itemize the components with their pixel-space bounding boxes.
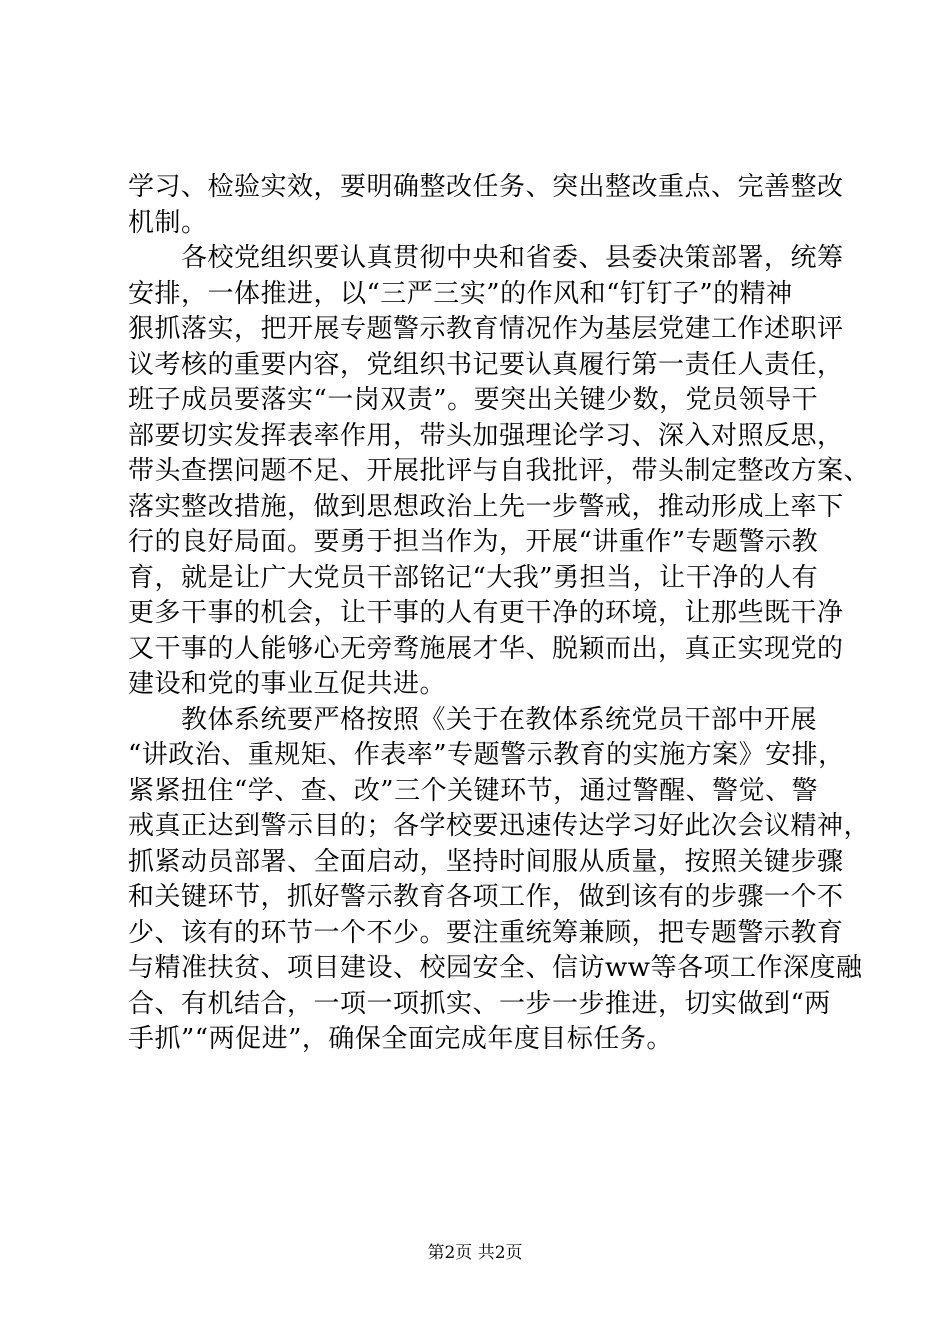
text-line: 育，就是让广大党员干部铭记“大我”勇担当，让干净的人有 [128, 562, 819, 593]
text-line: 各校党组织要认真贯彻中央和省委、县委决策部署，统筹 [128, 243, 844, 273]
text-line: 又干事的人能够心无旁骛施展才华、脱颖而出，真正实现党的 [128, 633, 844, 664]
text-line: 抓紧动员部署、全面启动，坚持时间服从质量，按照关键步骤 [128, 846, 844, 877]
text-line: 合、有机结合，一项一项抓实、一步一步推进，切实做到“两 [128, 988, 831, 1019]
paragraph-1 [128, 170, 844, 241]
paragraph-2 [128, 241, 871, 703]
text-line: 和关键环节，抓好警示教育各项工作，做到该有的步骤一个不 [128, 882, 844, 912]
page-footer [0, 1242, 950, 1264]
text-line: 学习、检验实效，要明确整改任务、突出整改重点、完善整改 [128, 172, 844, 202]
text-line: 机制。 [128, 207, 208, 238]
text-line: 教体系统要严格按照《关于在教体系统党员干部中开展 [128, 704, 818, 735]
text-line: 与精准扶贫、项目建设、校园安全、信访ww等各项工作深度融 [128, 953, 863, 983]
text-line: 手抓”“两促进”，确保全面完成年度目标任务。 [128, 1024, 673, 1054]
text-line: 戒真正达到警示目的；各学校要迅速传达学习好此次会议精神， [128, 811, 871, 841]
text-line: 更多干事的机会，让干事的人有更干净的环境，让那些既干净 [128, 598, 844, 628]
text-line: 带头查摆问题不足、开展批评与自我批评，带头制定整改方案、 [128, 456, 871, 486]
text-line: 建设和党的事业互促共进。 [128, 669, 447, 699]
text-line: “讲政治、重规矩、作表率”专题警示教育的实施方案》安排， [128, 740, 845, 770]
text-line: 落实整改措施，做到思想政治上先一步警戒，推动形成上率下 [128, 491, 844, 522]
text-line: 部要切实发挥表率作用，带头加强理论学习、深入对照反思， [128, 420, 844, 451]
document-body [128, 170, 871, 1058]
text-line: 安排，一体推进，以“三严三实”的作风和“钉钉子”的精神 [128, 278, 793, 309]
text-line: 紧紧扭住“学、查、改”三个关键环节，通过警醒、警觉、警 [128, 775, 819, 806]
text-line: 班子成员要落实“一岗双责”。要突出关键少数，党员领导干 [128, 385, 819, 415]
text-line: 狠抓落实，把开展专题警示教育情况作为基层党建工作述职评 [128, 314, 844, 344]
page-number: 第2页 共2页 [427, 1243, 523, 1263]
paragraph-3 [128, 703, 871, 1058]
text-line: 议考核的重要内容，党组织书记要认真履行第一责任人责任， [128, 349, 844, 380]
text-line: 行的良好局面。要勇于担当作为，开展“讲重作”专题警示教 [128, 527, 819, 557]
text-line: 少、该有的环节一个不少。要注重统筹兼顾，把专题警示教育 [128, 917, 844, 948]
